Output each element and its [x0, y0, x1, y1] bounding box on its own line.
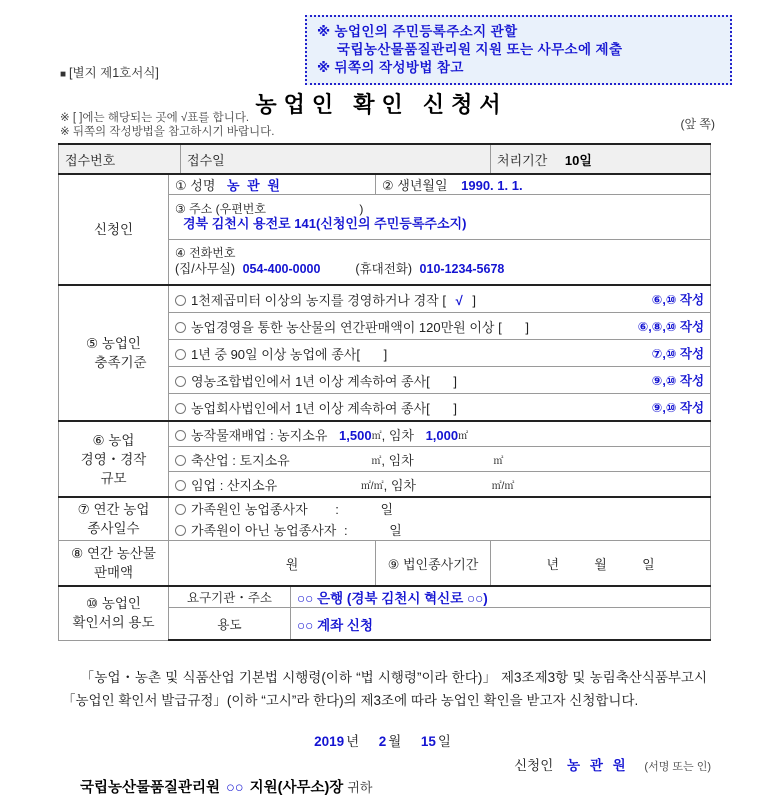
criteria-bracket-open-3: [ [356, 346, 360, 362]
criteria-bracket-close-2: ] [525, 319, 529, 335]
form-number-mark [60, 63, 159, 81]
scale-lease-label-2: , 임차 [381, 452, 414, 468]
phone-values-line [175, 261, 704, 278]
criteria-label-1: 1천제곱미터 이상의 농지를 경영하거나 경작 [191, 292, 439, 308]
date-year-unit: 년 [346, 734, 360, 749]
asterisk-icon: ※ [317, 24, 331, 39]
receipt-no-label: 접수번호 [65, 152, 116, 168]
purpose-use-label-cell [169, 608, 291, 641]
receipt-date-cell [181, 144, 491, 174]
corp-period-day: 일 [642, 556, 655, 572]
scale-lease-unit-1: ㎡ [458, 430, 469, 442]
scale-own-unit-2: ㎡ [371, 455, 382, 467]
criteria-cell-1[interactable] [169, 285, 711, 313]
legal-statement [62, 666, 707, 712]
purpose-label-line1: ⑩ 농업인 [86, 596, 141, 612]
criteria-label-2: 농업경영을 통한 농산물의 연간판매액이 120만원 이상 [191, 319, 495, 335]
receipt-header-row [59, 144, 711, 174]
criteria-ref-1: ⑥,⑩ 작성 [651, 292, 705, 307]
scale-lease-label-1: , 임차 [381, 427, 414, 443]
date-day: 15 [420, 734, 436, 749]
square-bullet-icon: ■ [60, 69, 67, 80]
instruction-note-1: ※ [ ]에는 해당되는 곳에 √표를 합니다. [60, 112, 250, 124]
applicant-birth-cell [376, 174, 711, 195]
radio-icon-forestry[interactable] [175, 480, 186, 491]
criteria-cell-3[interactable] [169, 340, 711, 367]
address-value: 경북 김천시 용전로 141(신청인의 주민등록주소지) [183, 216, 467, 231]
corp-period-value-cell[interactable] [491, 541, 711, 587]
purpose-use-label: 용도 [217, 617, 242, 632]
radio-icon-crop[interactable] [175, 430, 186, 441]
workdays-row-1 [59, 497, 711, 519]
scale-cell-2[interactable] [169, 447, 711, 472]
scale-name-1: 농작물재배업 : 농지소유 [191, 427, 328, 443]
scale-row-1 [59, 421, 711, 447]
signature-name: 농 관 원 [567, 758, 629, 773]
notice-line-1 [317, 23, 722, 41]
workdays-unit-1: 일 [380, 502, 394, 517]
addressee-line [80, 776, 372, 797]
process-period-label: 처리기간 [497, 152, 548, 168]
criteria-bracket-close-5: ] [453, 400, 458, 416]
process-period-cell [491, 144, 711, 174]
name-value: 농 관 원 [227, 178, 282, 193]
signature-line [514, 754, 711, 774]
home-phone-label: (집/사무실) [175, 262, 236, 276]
criteria-bracket-open-4: [ [426, 373, 430, 389]
page-title: 농업인 확인 신청서 [255, 92, 508, 117]
criteria-label-4: 영농조합법인에서 1년 이상 계속하여 종사 [191, 373, 427, 389]
scale-label-line3: 규모 [100, 470, 127, 486]
birth-value: 1990. 1. 1. [461, 178, 523, 193]
criteria-ref-3: ⑦,⑩ 작성 [651, 346, 705, 361]
criteria-cell-5[interactable] [169, 394, 711, 422]
application-form-table [58, 143, 711, 641]
scale-lease-label-3: , 임차 [383, 477, 416, 493]
addressee-guiha: 귀하 [347, 780, 373, 795]
workdays-cell-1[interactable] [169, 497, 711, 519]
receipt-no-cell [59, 144, 181, 174]
sales-row [59, 541, 711, 587]
criteria-ref-4: ⑨,⑩ 작성 [651, 373, 705, 388]
scale-lease-unit-2: ㎡ [493, 455, 504, 467]
criteria-bracket-open-5: [ [426, 400, 430, 416]
workdays-label-line1: ⑦ 연간 농업 [77, 502, 150, 517]
purpose-use-value: ○○ 계좌 신청 [297, 617, 373, 633]
notice-line-2 [317, 41, 722, 59]
criteria-label-3: 1년 중 90일 이상 농업에 종사 [191, 346, 357, 362]
applicant-phone-cell [169, 240, 711, 286]
criteria-bracket-close-4: ] [453, 373, 458, 389]
date-year: 2019 [314, 734, 345, 749]
applicant-address-cell [169, 195, 711, 240]
radio-icon-4[interactable] [175, 376, 186, 387]
corp-period-label: ⑨ 법인종사기간 [387, 556, 479, 572]
sales-section-label [59, 541, 169, 587]
purpose-use-value-cell[interactable] [291, 608, 711, 641]
purpose-org-label: 요구기관・주소 [187, 591, 272, 605]
instruction-notes [60, 111, 274, 139]
date-month-unit: 월 [388, 734, 402, 749]
process-period-value: 10일 [564, 152, 592, 168]
radio-icon-5[interactable] [175, 403, 186, 414]
scale-own-unit-3: ㎡/㎡ [360, 480, 384, 492]
purpose-org-label-cell [169, 586, 291, 608]
signature-label: 신청인 [514, 758, 554, 773]
phone-label: ④ 전화번호 [175, 246, 236, 260]
criteria-label-line2: 충족기준 [94, 355, 147, 370]
criteria-section-label [59, 285, 169, 421]
purpose-section-label [59, 586, 169, 640]
birth-label: ② 생년월일 [382, 178, 448, 193]
radio-icon-2[interactable] [175, 322, 186, 333]
legal-statement-text: 「농업・농촌 및 식품산업 기본법 시행령(이하 “법 시행령”이라 한다)」 제3조제3항 및 농림축산식품부고시 「농업인 확인서 발급규정」(이하 “고시”라 한다)의 제3조에 따라 농업인 확인을 받고자 신청합니다. [62, 670, 707, 708]
applicant-name-cell [169, 174, 376, 195]
name-label: ① 성명 [175, 178, 216, 193]
mobile-phone-label: (휴대전화) [355, 262, 413, 276]
radio-icon-livestock[interactable] [175, 455, 186, 466]
criteria-text-3 [175, 347, 387, 362]
page-side-note: (앞 쪽) [680, 117, 715, 131]
sales-amount-cell[interactable] [169, 541, 376, 587]
address-label-line [175, 202, 704, 216]
criteria-text-4 [175, 374, 457, 389]
workdays-label-line2: 종사일수 [87, 521, 140, 536]
notice-text-1: 농업인의 주민등록주소지 관할 [334, 24, 518, 39]
addressee-oo: ○○ [226, 780, 244, 796]
asterisk-icon-2: ※ [317, 60, 331, 75]
applicant-section-label [59, 174, 169, 285]
corp-period-label-cell [376, 541, 491, 587]
workdays-cell-2[interactable] [169, 519, 711, 541]
notice-line-3 [317, 59, 722, 77]
receipt-date-label: 접수일 [187, 152, 225, 168]
scale-name-2: 축산업 : 토지소유 [191, 452, 290, 468]
criteria-label-line1: ⑤ 농업인 [86, 336, 141, 351]
workdays-text-2: 가족원이 아닌 농업종사자 [191, 523, 337, 538]
criteria-text-2 [175, 320, 529, 335]
signature-note: (서명 또는 인) [644, 761, 711, 773]
home-phone-value: 054-400-0000 [242, 262, 321, 276]
application-date [0, 730, 763, 750]
criteria-cell-4[interactable] [169, 367, 711, 394]
addressee-org: 국립농산물품질관리원 [80, 780, 221, 796]
sales-amount-unit: 원 [285, 556, 299, 572]
criteria-ref-5: ⑨,⑩ 작성 [651, 400, 705, 415]
date-day-unit: 일 [437, 734, 451, 749]
workdays-colon-1: : [335, 502, 339, 517]
notice-text-3: 뒤쪽의 작성방법 참고 [334, 60, 464, 75]
criteria-ref-2: ⑥,⑧,⑩ 작성 [637, 319, 705, 334]
criteria-check-1[interactable]: √ [455, 292, 463, 308]
scale-label-line2: 경영・경작 [80, 451, 147, 467]
scale-lease-value-1: 1,000 [425, 427, 459, 443]
submission-notice-box [305, 15, 732, 85]
radio-icon-family-worker[interactable] [175, 504, 186, 515]
purpose-row-1 [59, 586, 711, 608]
applicant-label-text: 신청인 [93, 222, 134, 237]
criteria-bracket-open-2: [ [498, 319, 502, 335]
sales-label-line2: 판매액 [93, 565, 134, 580]
scale-cell-1[interactable] [169, 421, 711, 447]
addressee-office: 지원(사무소)장 [249, 780, 344, 796]
applicant-name-row [59, 174, 711, 195]
radio-icon-nonfamily-worker[interactable] [175, 525, 186, 536]
purpose-label-line2: 확인서의 용도 [72, 615, 155, 631]
criteria-row-1 [59, 285, 711, 313]
criteria-bracket-open-1: [ [442, 292, 446, 308]
criteria-text-5 [175, 401, 457, 416]
radio-icon-1[interactable] [175, 295, 186, 306]
criteria-label-5: 농업회사법인에서 1년 이상 계속하여 종사 [191, 400, 427, 416]
form-number-text: [별지 제1호서식] [69, 66, 159, 80]
instruction-note-2: ※ 뒤쪽의 작성방법을 참고하시기 바랍니다. [60, 126, 275, 138]
date-month: 2 [378, 734, 387, 749]
corp-period-month: 월 [594, 556, 607, 572]
criteria-text-1 [175, 293, 476, 308]
radio-icon-3[interactable] [175, 349, 186, 360]
workdays-text-1: 가족원인 농업종사자 [191, 502, 308, 517]
address-label: ③ 주소 (우편번호 [175, 202, 266, 216]
workdays-section-label [59, 497, 169, 541]
scale-label-line1: ⑥ 농업 [92, 432, 135, 448]
workdays-colon-2: : [344, 523, 348, 538]
purpose-org-value-cell[interactable] [291, 586, 711, 608]
sales-label-line1: ⑧ 연간 농산물 [71, 546, 156, 561]
criteria-cell-2[interactable] [169, 313, 711, 340]
criteria-bracket-close-3: ] [383, 346, 388, 362]
address-label-close: ) [359, 202, 364, 216]
scale-name-3: 임업 : 산지소유 [191, 477, 278, 493]
notice-text-2: 국립농산물품질관리원 지원 또는 사무소에 제출 [337, 42, 623, 57]
mobile-phone-value: 010-1234-5678 [419, 262, 505, 276]
criteria-bracket-close-1: ] [472, 292, 476, 308]
corp-period-year: 년 [546, 556, 559, 572]
purpose-org-value: ○○ 은행 (경북 김천시 혁신로 ○○) [297, 591, 488, 606]
scale-section-label [59, 421, 169, 497]
scale-own-unit-1: ㎡ [371, 430, 382, 442]
scale-lease-unit-3: ㎡/㎡ [491, 480, 515, 492]
scale-cell-3[interactable] [169, 472, 711, 498]
scale-own-value-1: 1,500 [339, 427, 372, 443]
workdays-unit-2: 일 [389, 523, 402, 538]
